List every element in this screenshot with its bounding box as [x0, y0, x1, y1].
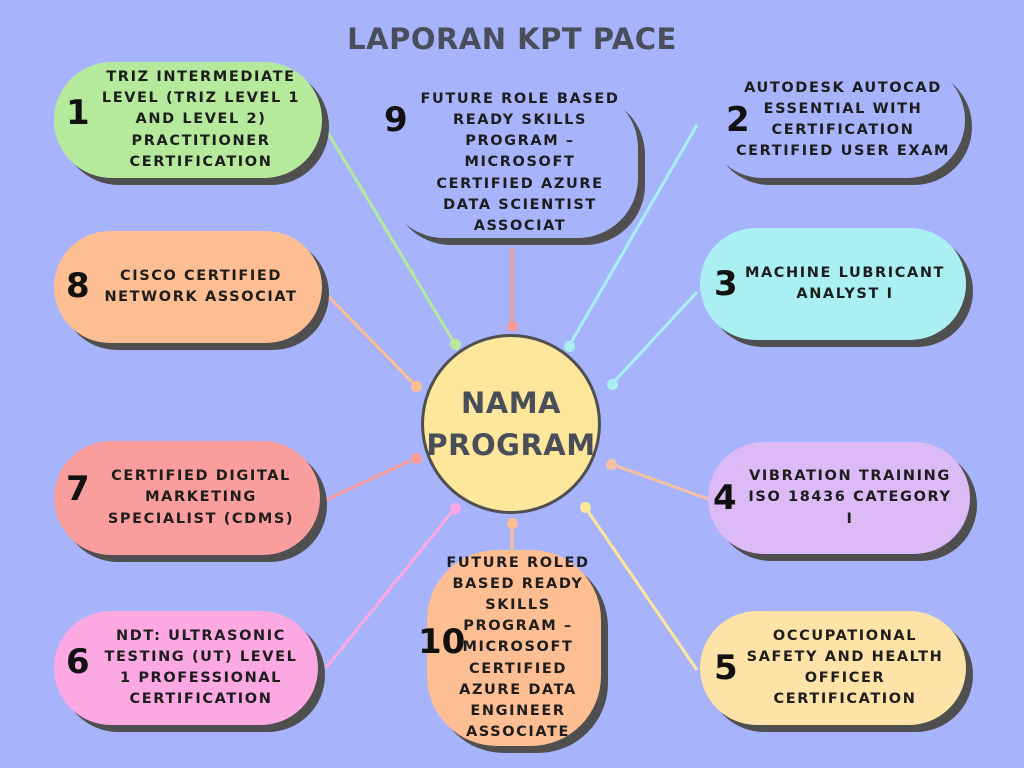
connector-line-5 — [585, 507, 697, 670]
connector-dot-8 — [411, 381, 422, 392]
program-number-8: 8 — [66, 266, 90, 306]
connector-dot-2 — [564, 341, 575, 352]
program-card-7 — [54, 441, 320, 555]
program-label: VIBRATION TRAINING ISO 18436 CATEGORY I — [748, 468, 952, 527]
program-card-3 — [700, 228, 966, 340]
connector-dot-6 — [450, 503, 461, 514]
program-number-6: 6 — [66, 642, 90, 682]
program-number-10: 10 — [418, 622, 466, 662]
program-card-8 — [54, 231, 322, 343]
connector-dot-9 — [507, 321, 518, 332]
connector-line-8 — [326, 294, 416, 386]
program-number-7: 7 — [66, 469, 90, 509]
program-number-4: 4 — [713, 478, 737, 518]
program-number-9: 9 — [384, 100, 408, 140]
program-label: OCCUPATIONAL SAFETY AND HEALTH OFFICER CERTIFICATION — [746, 627, 944, 708]
program-number-5: 5 — [714, 648, 738, 688]
connector-dot-4 — [606, 459, 617, 470]
program-label: FUTURE ROLED BASED READY SKILLS PROGRAM – MICROSOFT CERTIFIED AZURE DATA ENGINEER ASSOCIATE — [446, 555, 590, 740]
program-card-4 — [708, 442, 970, 554]
program-card-6 — [54, 611, 318, 725]
program-label: FUTURE ROLE BASED READY SKILLS PROGRAM – MICROSOFT CERTIFIED AZURE DATA SCIENTIST ASSOCIAT — [420, 91, 620, 234]
connector-line-4 — [611, 464, 711, 500]
program-label: AUTODESK AUTOCAD ESSENTIAL WITH CERTIFICATION CERTIFIED USER EXAM — [735, 79, 951, 160]
connector-line-7 — [326, 458, 416, 500]
connector-dot-3 — [607, 379, 618, 390]
program-number-1: 1 — [66, 93, 90, 133]
program-number-3: 3 — [714, 264, 738, 304]
program-card-9 — [384, 88, 638, 238]
program-label: CISCO CERTIFIED NETWORK ASSOCIAT — [104, 267, 298, 305]
connector-dot-7 — [411, 453, 422, 464]
program-label: CERTIFIED DIGITAL MARKETING SPECIALIST (CDMS) — [107, 468, 295, 527]
program-number-2: 2 — [726, 100, 750, 140]
program-card-5 — [700, 611, 966, 725]
center-node — [421, 334, 601, 514]
connector-dot-1 — [450, 339, 461, 350]
program-label: MACHINE LUBRICANT ANALYST I — [744, 264, 946, 302]
connector-line-3 — [612, 292, 697, 384]
program-label: NDT: ULTRASONIC TESTING (UT) LEVEL 1 PROFESSIONAL CERTIFICATION — [104, 627, 298, 708]
page-title: LAPORAN KPT PACE — [347, 22, 677, 56]
center-label-line2: PROGRAM — [426, 428, 596, 462]
connector-dot-10 — [507, 518, 518, 529]
connector-dot-5 — [580, 502, 591, 513]
program-label: TRIZ INTERMEDIATE LEVEL (TRIZ LEVEL 1 AND LEVEL 2) PRACTITIONER CERTIFICATION — [101, 69, 301, 170]
center-label-line1: NAMA — [460, 385, 562, 420]
program-card-1 — [54, 62, 322, 178]
